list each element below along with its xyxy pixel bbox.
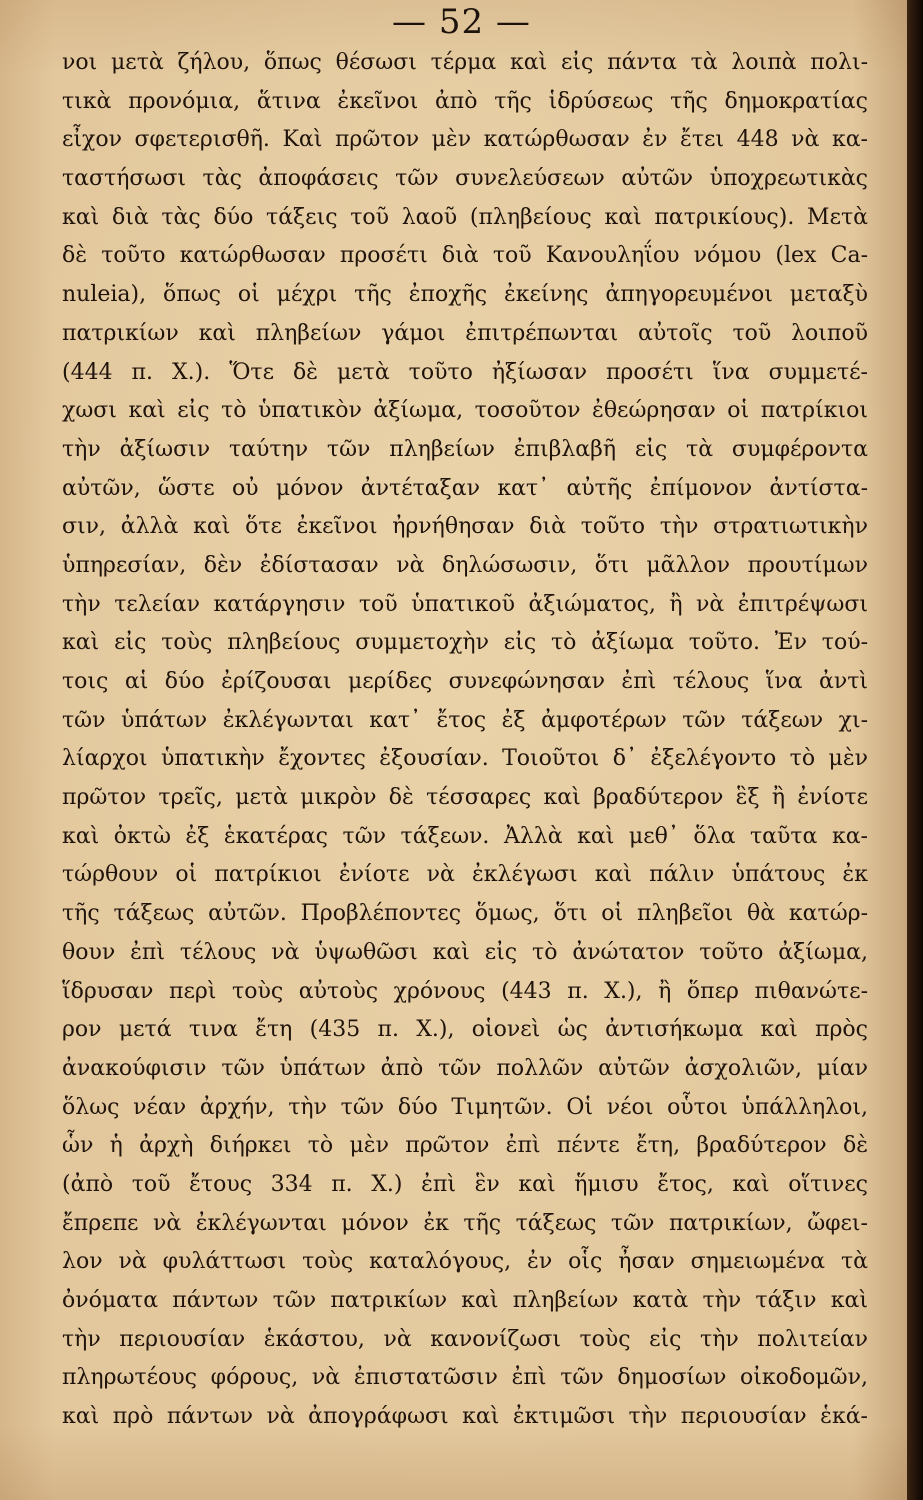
- page-edge-shadow: [907, 0, 923, 1500]
- text-line: εἶχον σφετερισθῆ. Καὶ πρῶτον μὲν κατώρθωσαν ἐν ἔτει 448 νὰ κα-: [62, 127, 868, 153]
- text-line: καὶ πρὸ πάντων νὰ ἀπογράφωσι καὶ ἐκτιμῶσι τὴν περιουσίαν ἑκά-: [62, 1404, 868, 1430]
- text-line: καὶ εἰς τοὺς πληβείους συμμετοχὴν εἰς τὸ ἀξίωμα τοῦτο. Ἐν τού-: [62, 630, 868, 656]
- text-line: ρον μετά τινα ἔτη (435 π. Χ.), οἱονεὶ ὡς ἀντισήκωμα καὶ πρὸς: [62, 1017, 868, 1043]
- text-line: χωσι καὶ εἰς τὸ ὑπατικὸν ἀξίωμα, τοσοῦτον ἐθεώρησαν οἱ πατρίκιοι: [62, 398, 868, 424]
- page-number: — 52 —: [392, 2, 531, 42]
- text-line: λον νὰ φυλάττωσι τοὺς καταλόγους, ἐν οἷς ἦσαν σημειωμένα τὰ: [62, 1249, 868, 1275]
- text-line: τὴν περιουσίαν ἑκάστου, νὰ κανονίζωσι τοὺς εἰς τὴν πολιτείαν: [62, 1326, 868, 1352]
- text-line: αὐτῶν, ὥστε οὐ μόνον ἀντέταξαν κατ᾽ αὐτῆς ἐπίμονον ἀντίστα-: [62, 475, 868, 501]
- text-line: τώρθουν οἱ πατρίκιοι ἐνίοτε νὰ ἐκλέγωσι καὶ πάλιν ὑπάτους ἐκ: [62, 862, 868, 888]
- text-line: ἵδρυσαν περὶ τοὺς αὐτοὺς χρόνους (443 π. Χ.), ἢ ὅπερ πιθανώτε-: [62, 978, 868, 1004]
- text-line: ἔπρεπε νὰ ἐκλέγωνται μόνον ἐκ τῆς τάξεως τῶν πατρικίων, ὤφει-: [62, 1210, 868, 1236]
- text-line: ὧν ἡ ἀρχὴ διήρκει τὸ μὲν πρῶτον ἐπὶ πέντε ἔτη, βραδύτερον δὲ: [62, 1133, 868, 1159]
- text-line: καὶ ὀκτὼ ἐξ ἑκατέρας τῶν τάξεων. Ἀλλὰ καὶ μεθ᾽ ὅλα ταῦτα κα-: [62, 823, 868, 849]
- text-line: νοι μετὰ ζήλου, ὅπως θέσωσι τέρμα καὶ εἰς πάντα τὰ λοιπὰ πολι-: [62, 50, 868, 75]
- text-line: λίαρχοι ὑπατικὴν ἔχοντες ἐξουσίαν. Τοιοῦτοι δ᾽ ἐξελέγοντο τὸ μὲν: [62, 746, 868, 772]
- text-line: τῶν ὑπάτων ἐκλέγωνται κατ᾽ ἔτος ἐξ ἀμφοτέρων τῶν τάξεων χι-: [62, 707, 868, 733]
- text-line: καὶ διὰ τὰς δύο τάξεις τοῦ λαοῦ (πληβείους καὶ πατρικίους). Μετὰ: [62, 204, 868, 230]
- text-line: τὴν τελείαν κατάργησιν τοῦ ὑπατικοῦ ἀξιώματος, ἢ νὰ ἐπιτρέψωσι: [62, 591, 868, 617]
- text-line: (ἀπὸ τοῦ ἔτους 334 π. Χ.) ἐπὶ ἓν καὶ ἥμισυ ἔτος, καὶ οἵτινες: [62, 1171, 868, 1197]
- text-line: πατρικίων καὶ πληβείων γάμοι ἐπιτρέπωνται αὐτοῖς τοῦ λοιποῦ: [62, 320, 868, 346]
- text-line: ταστήσωσι τὰς ἀποφάσεις τῶν συνελεύσεων αὐτῶν ὑποχρεωτικὰς: [62, 166, 868, 192]
- text-line: πληρωτέους φόρους, νὰ ἐπιστατῶσιν ἐπὶ τῶν δημοσίων οἰκοδομῶν,: [62, 1365, 868, 1391]
- text-line: ὀνόματα πάντων τῶν πατρικίων καὶ πληβείων κατὰ τὴν τάξιν καὶ: [62, 1288, 868, 1313]
- text-line: τικὰ προνόμια, ἅτινα ἐκεῖνοι ἀπὸ τῆς ἱδρύσεως τῆς δημοκρατίας: [62, 88, 868, 114]
- text-line: (444 π. Χ.). Ὅτε δὲ μετὰ τοῦτο ἠξίωσαν προσέτι ἵνα συμμετέ-: [62, 359, 868, 385]
- text-line: πρῶτον τρεῖς, μετὰ μικρὸν δὲ τέσσαρες καὶ βραδύτερον ἓξ ἢ ἐνίοτε: [62, 785, 868, 811]
- body-text: [62, 44, 868, 1437]
- text-line: τοις αἱ δύο ἐρίζουσαι μερίδες συνεφώνησαν ἐπὶ τέλους ἵνα ἀντὶ: [62, 669, 868, 694]
- text-line: θουν ἐπὶ τέλους νὰ ὑψωθῶσι καὶ εἰς τὸ ἀνώτατον τοῦτο ἀξίωμα,: [62, 939, 868, 965]
- text-line: τῆς τάξεως αὐτῶν. Προβλέποντες ὅμως, ὅτι οἱ πληβεῖοι θὰ κατώρ-: [62, 901, 868, 927]
- text-line: σιν, ἀλλὰ καὶ ὅτε ἐκεῖνοι ἠρνήθησαν διὰ τοῦτο τὴν στρατιωτικὴν: [62, 514, 868, 540]
- text-line: ἀνακούφισιν τῶν ὑπάτων ἀπὸ τῶν πολλῶν αὐτῶν ἀσχολιῶν, μίαν: [62, 1055, 868, 1081]
- text-line: δὲ τοῦτο κατώρθωσαν προσέτι διὰ τοῦ Κανουληΐου νόμου (lex Ca-: [62, 243, 868, 269]
- text-line: τὴν ἀξίωσιν ταύτην τῶν πληβείων ἐπιβλαβῆ εἰς τὰ συμφέροντα: [62, 436, 868, 462]
- text-line: ὅλως νέαν ἀρχήν, τὴν τῶν δύο Τιμητῶν. Οἱ νέοι οὗτοι ὑπάλληλοι,: [62, 1094, 868, 1120]
- text-line: nuleia), ὅπως οἱ μέχρι τῆς ἐποχῆς ἐκείνης ἀπηγορευμένοι μεταξὺ: [62, 282, 868, 308]
- text-line: ὑπηρεσίαν, δὲν ἐδίστασαν νὰ δηλώσωσιν, ὅτι μᾶλλον προυτίμων: [62, 552, 868, 578]
